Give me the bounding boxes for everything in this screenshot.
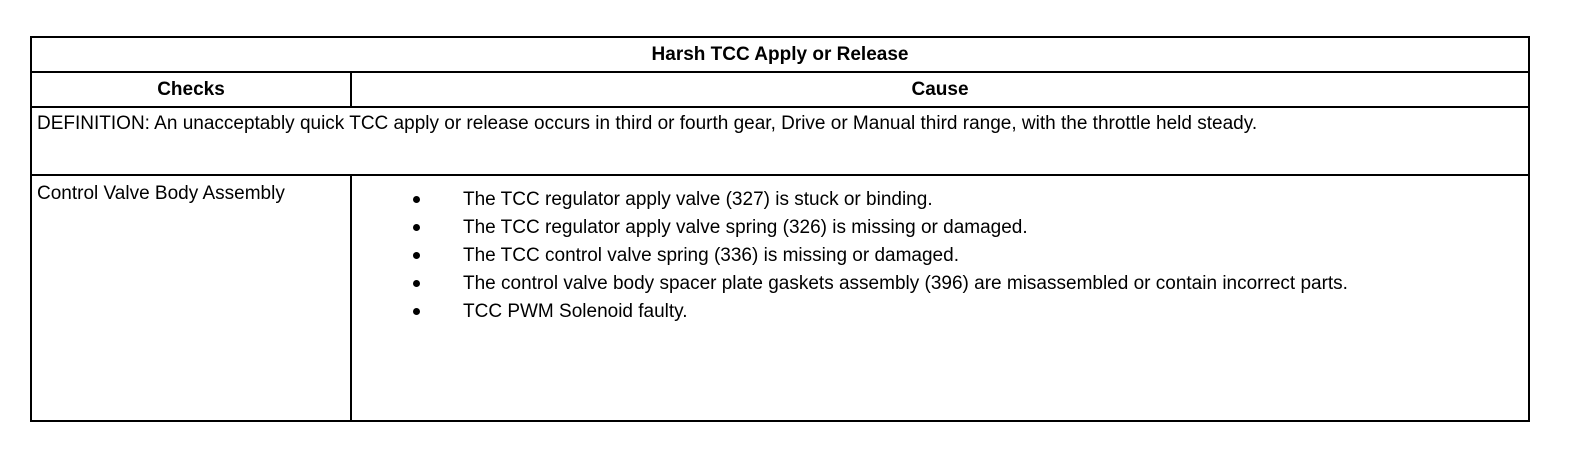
bullet-icon <box>413 308 420 315</box>
cause-text: The control valve body spacer plate gaskets assembly (396) are misassembled or contain incorrect parts. <box>463 273 1348 294</box>
cause-item <box>413 188 1523 211</box>
definition-text: DEFINITION: An unacceptably quick TCC apply or release occurs in third or fourth gear, Drive or Manual third range, with the throttle held steady. <box>31 107 1529 175</box>
cause-text: TCC PWM Solenoid faulty. <box>463 301 688 322</box>
diagnostic-table <box>30 36 1530 422</box>
definition-row <box>31 107 1529 175</box>
cause-item <box>413 244 1523 267</box>
cause-cell <box>351 175 1529 421</box>
cause-list <box>357 188 1523 323</box>
check-item: Control Valve Body Assembly <box>31 175 351 421</box>
table-row <box>31 175 1529 421</box>
table-title: Harsh TCC Apply or Release <box>31 37 1529 72</box>
title-row <box>31 37 1529 72</box>
cause-item <box>413 272 1523 295</box>
cause-item <box>413 216 1523 239</box>
cause-text: The TCC regulator apply valve spring (326) is missing or damaged. <box>463 217 1028 238</box>
bullet-icon <box>413 252 420 259</box>
checks-header: Checks <box>31 72 351 107</box>
cause-text: The TCC regulator apply valve (327) is stuck or binding. <box>463 189 933 210</box>
cause-text: The TCC control valve spring (336) is missing or damaged. <box>463 245 959 266</box>
bullet-icon <box>413 196 420 203</box>
cause-item <box>413 300 1523 323</box>
header-row <box>31 72 1529 107</box>
bullet-icon <box>413 224 420 231</box>
bullet-icon <box>413 280 420 287</box>
cause-header: Cause <box>351 72 1529 107</box>
